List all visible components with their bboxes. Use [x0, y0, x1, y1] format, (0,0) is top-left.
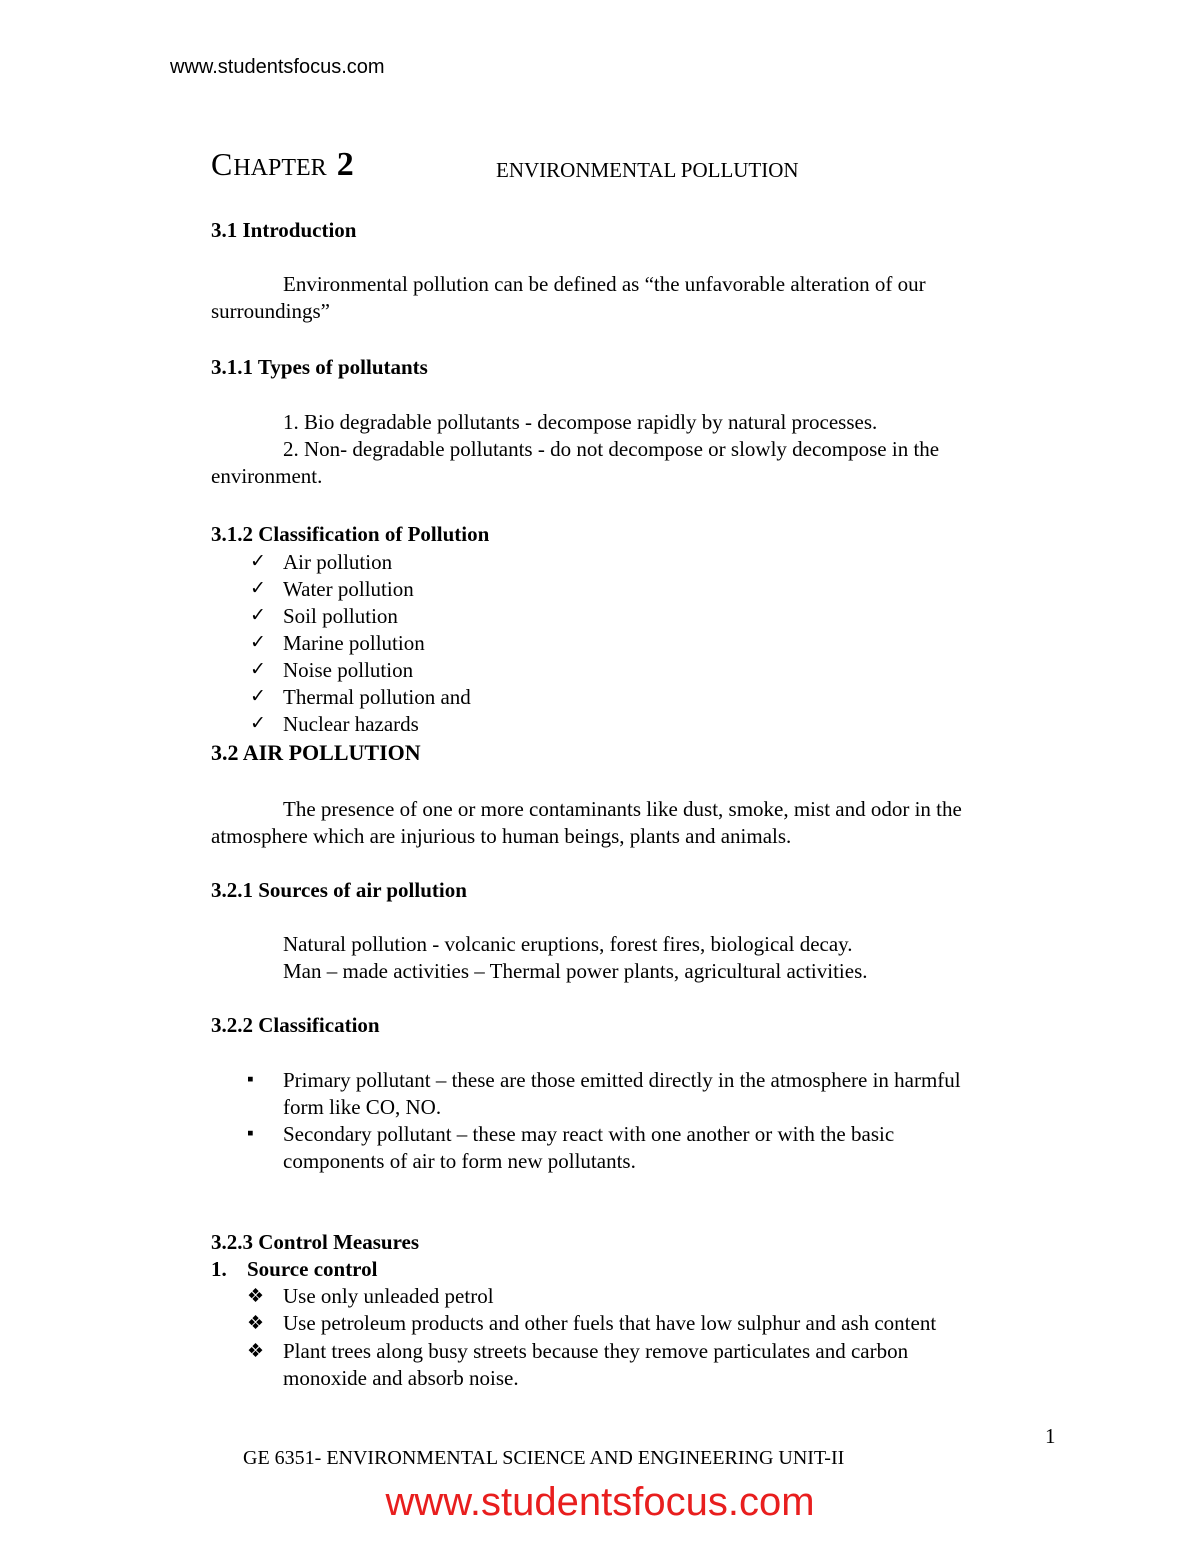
source-control-heading: Source control: [247, 1257, 378, 1281]
control-item-3-line-1: Plant trees along busy streets because they remove particulates and carbon: [283, 1339, 909, 1363]
heading-3-1-1: 3.1.1 Types of pollutants: [211, 355, 428, 379]
heading-3-2-1: 3.2.1 Sources of air pollution: [211, 878, 467, 902]
list-item: Thermal pollution and: [283, 685, 471, 709]
footer-url[interactable]: www.studentsfocus.com: [385, 1480, 815, 1524]
primary-pollutant-line-2: form like CO, NO.: [283, 1095, 442, 1119]
primary-pollutant-line-1: Primary pollutant – these are those emitted directly in the atmosphere in harmful: [283, 1068, 961, 1092]
list-item: Noise pollution: [283, 658, 414, 682]
secondary-pollutant-line-2: components of air to form new pollutants.: [283, 1149, 636, 1173]
list-item: Nuclear hazards: [283, 712, 419, 736]
chapter-number: 2: [336, 146, 354, 183]
source-control-number: 1.: [211, 1257, 227, 1281]
checkmark-icon: ✓: [250, 551, 266, 572]
checkmark-icon: ✓: [250, 578, 266, 599]
air-pollution-line-1: The presence of one or more contaminants like dust, smoke, mist and odor in the: [283, 797, 962, 821]
diamond-bullet-icon: ❖: [247, 1313, 265, 1334]
diamond-bullet-icon: ❖: [247, 1341, 265, 1362]
header-url: www.studentsfocus.com: [170, 56, 385, 78]
square-bullet-icon: ▪: [247, 1123, 254, 1144]
chapter-word-first: C: [211, 146, 234, 182]
intro-line-1: Environmental pollution can be defined as “the unfavorable alteration of our: [283, 272, 926, 296]
list-item: Soil pollution: [283, 604, 398, 628]
source-man-made: Man – made activities – Thermal power plants, agricultural activities.: [283, 959, 868, 983]
pollutant-type-2: 2. Non- degradable pollutants - do not decompose or slowly decompose in the: [283, 437, 940, 461]
secondary-pollutant-line-1: Secondary pollutant – these may react with one another or with the basic: [283, 1122, 895, 1146]
diamond-bullet-icon: ❖: [247, 1286, 265, 1307]
checkmark-icon: ✓: [250, 632, 266, 653]
heading-3-1: 3.1 Introduction: [211, 218, 357, 242]
checkmark-icon: ✓: [250, 659, 266, 680]
chapter-label: [211, 146, 354, 184]
heading-3-1-2: 3.1.2 Classification of Pollution: [211, 522, 490, 546]
chapter-word-rest: HAPTER: [233, 155, 327, 181]
checkmark-icon: ✓: [250, 605, 266, 626]
list-item: Air pollution: [283, 550, 393, 574]
list-item: Water pollution: [283, 577, 414, 601]
chapter-title: ENVIRONMENTAL POLLUTION: [496, 158, 799, 182]
list-item: Marine pollution: [283, 631, 425, 655]
control-item-2: Use petroleum products and other fuels that have low sulphur and ash content: [283, 1311, 937, 1335]
control-item-3-line-2: monoxide and absorb noise.: [283, 1366, 519, 1390]
air-pollution-line-2: atmosphere which are injurious to human beings, plants and animals.: [211, 824, 792, 848]
intro-line-2: surroundings”: [211, 299, 330, 323]
source-natural: Natural pollution - volcanic eruptions, forest fires, biological decay.: [283, 932, 853, 956]
checkmark-icon: ✓: [250, 686, 266, 707]
checkmark-icon: ✓: [250, 713, 266, 734]
heading-3-2: 3.2 AIR POLLUTION: [211, 740, 421, 765]
square-bullet-icon: ▪: [247, 1069, 254, 1090]
page-number: 1: [1045, 1424, 1056, 1448]
footer-course-title: GE 6351- ENVIRONMENTAL SCIENCE AND ENGINEERING UNIT-II: [243, 1447, 845, 1469]
control-item-1: Use only unleaded petrol: [283, 1284, 494, 1308]
pollutant-type-2-cont: environment.: [211, 464, 323, 488]
heading-3-2-2: 3.2.2 Classification: [211, 1013, 380, 1037]
heading-3-2-3: 3.2.3 Control Measures: [211, 1230, 420, 1254]
pollutant-type-1: 1. Bio degradable pollutants - decompose rapidly by natural processes.: [283, 410, 878, 434]
